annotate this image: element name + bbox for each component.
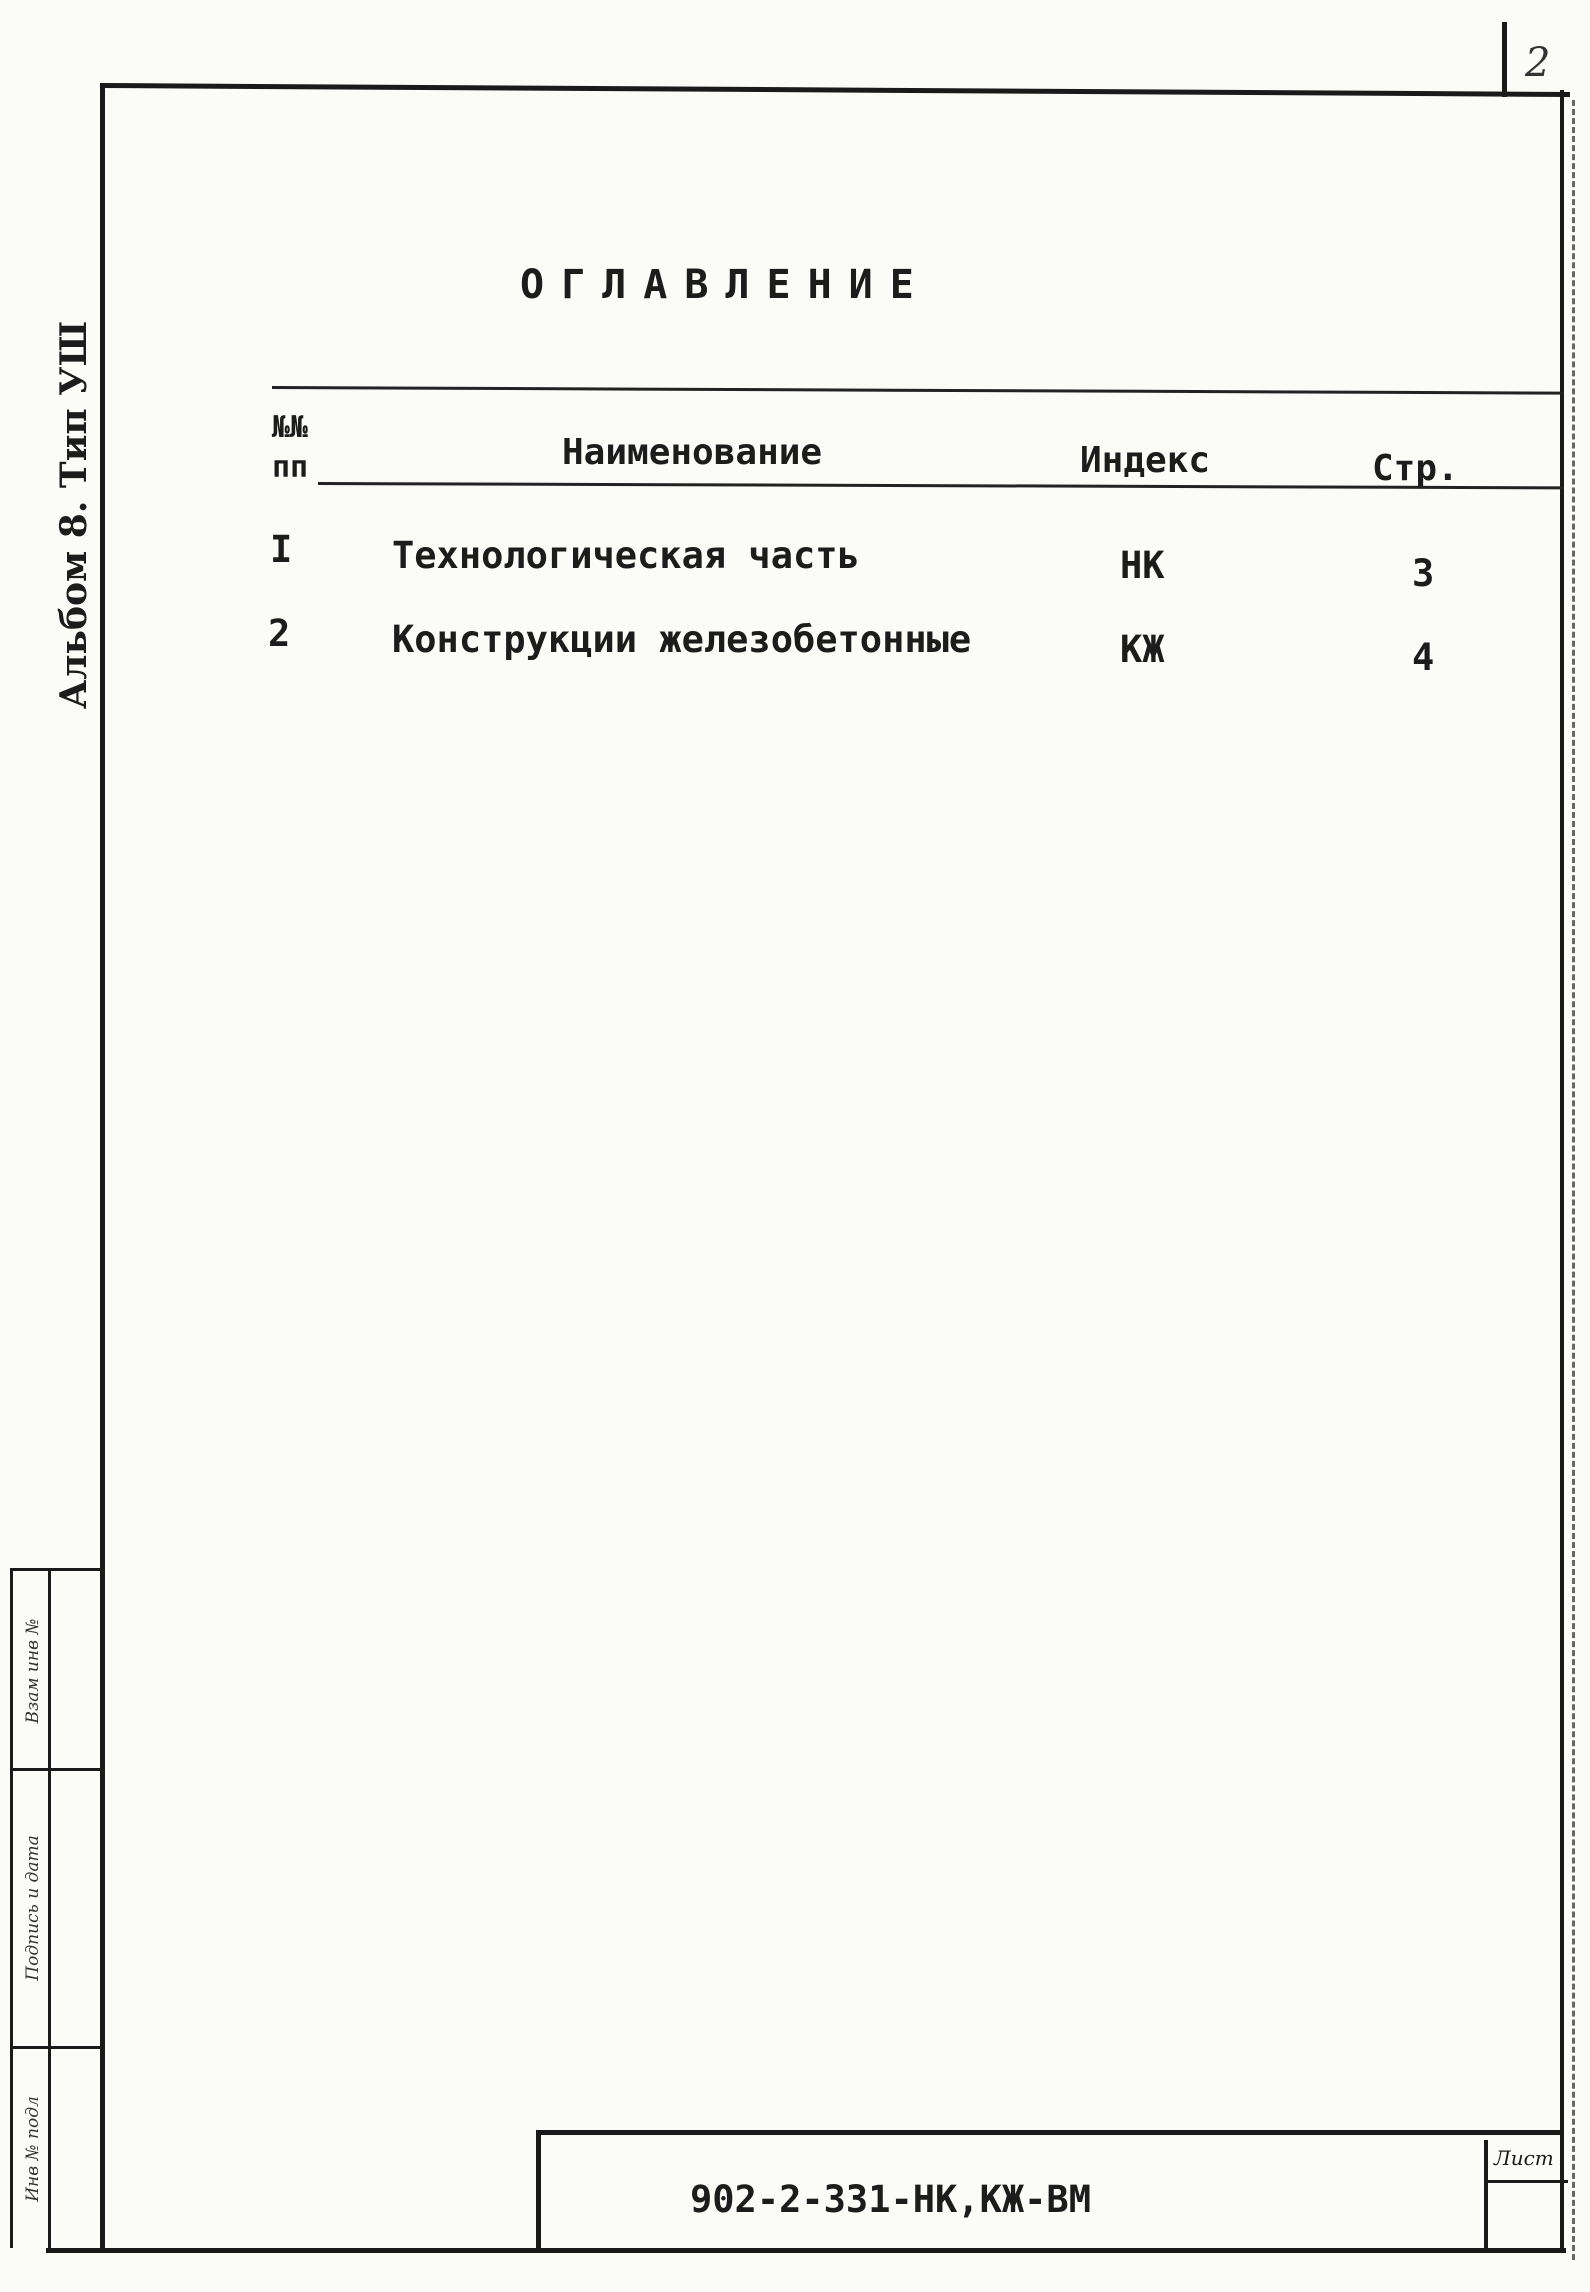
row-1-index: НК xyxy=(1120,544,1165,587)
sheet-label: Лист xyxy=(1494,2146,1554,2170)
side-stamp-outer-line xyxy=(10,1568,13,2248)
frame-right-border xyxy=(1560,90,1564,2250)
side-stamp-field-1 xyxy=(16,1578,50,1763)
table-top-rule xyxy=(272,386,1564,395)
document-code: 902-2-331-НК,КЖ-ВМ xyxy=(690,2178,1091,2221)
side-stamp-field-2-text: Подпись и дата xyxy=(23,1835,43,1981)
row-2-number: 2 xyxy=(268,612,291,655)
side-stamp-divider-2 xyxy=(10,2046,102,2049)
frame-bottom-border xyxy=(46,2248,1566,2253)
row-2-index: КЖ xyxy=(1120,628,1165,671)
header-index: Индекс xyxy=(1080,440,1211,481)
corner-tick xyxy=(1502,22,1507,97)
album-label-text: Альбом 8. Тип УШ xyxy=(53,320,95,710)
side-stamp-field-3-text: Инв № подл xyxy=(23,2095,43,2202)
frame-top-border xyxy=(100,83,1570,97)
header-number-line2: пп xyxy=(272,450,309,485)
document-title: ОГЛАВЛЕНИЕ xyxy=(520,262,931,308)
header-number xyxy=(272,408,308,488)
row-1-number: I xyxy=(270,528,293,571)
header-number-line1: №№ xyxy=(272,410,309,445)
cut-line xyxy=(1572,100,1575,2260)
header-page: Стр. xyxy=(1372,448,1459,489)
page-number: 2 xyxy=(1525,40,1551,86)
side-stamp-divider-1 xyxy=(10,1768,102,1771)
side-stamp-field-2 xyxy=(16,1778,50,2038)
album-label xyxy=(44,320,104,710)
row-2-name: Конструкции железобетонные xyxy=(392,618,972,661)
row-2-page: 4 xyxy=(1412,636,1435,679)
row-1-page: 3 xyxy=(1412,552,1435,595)
side-stamp xyxy=(10,1568,102,2248)
row-1-name: Технологическая часть xyxy=(392,534,860,577)
header-name: Наименование xyxy=(562,432,823,473)
side-stamp-field-1-text: Взам инв № xyxy=(23,1618,43,1723)
sheet-cell-divider xyxy=(1488,2180,1568,2183)
side-stamp-top-line xyxy=(10,1568,102,1571)
side-stamp-field-3 xyxy=(16,2056,50,2241)
